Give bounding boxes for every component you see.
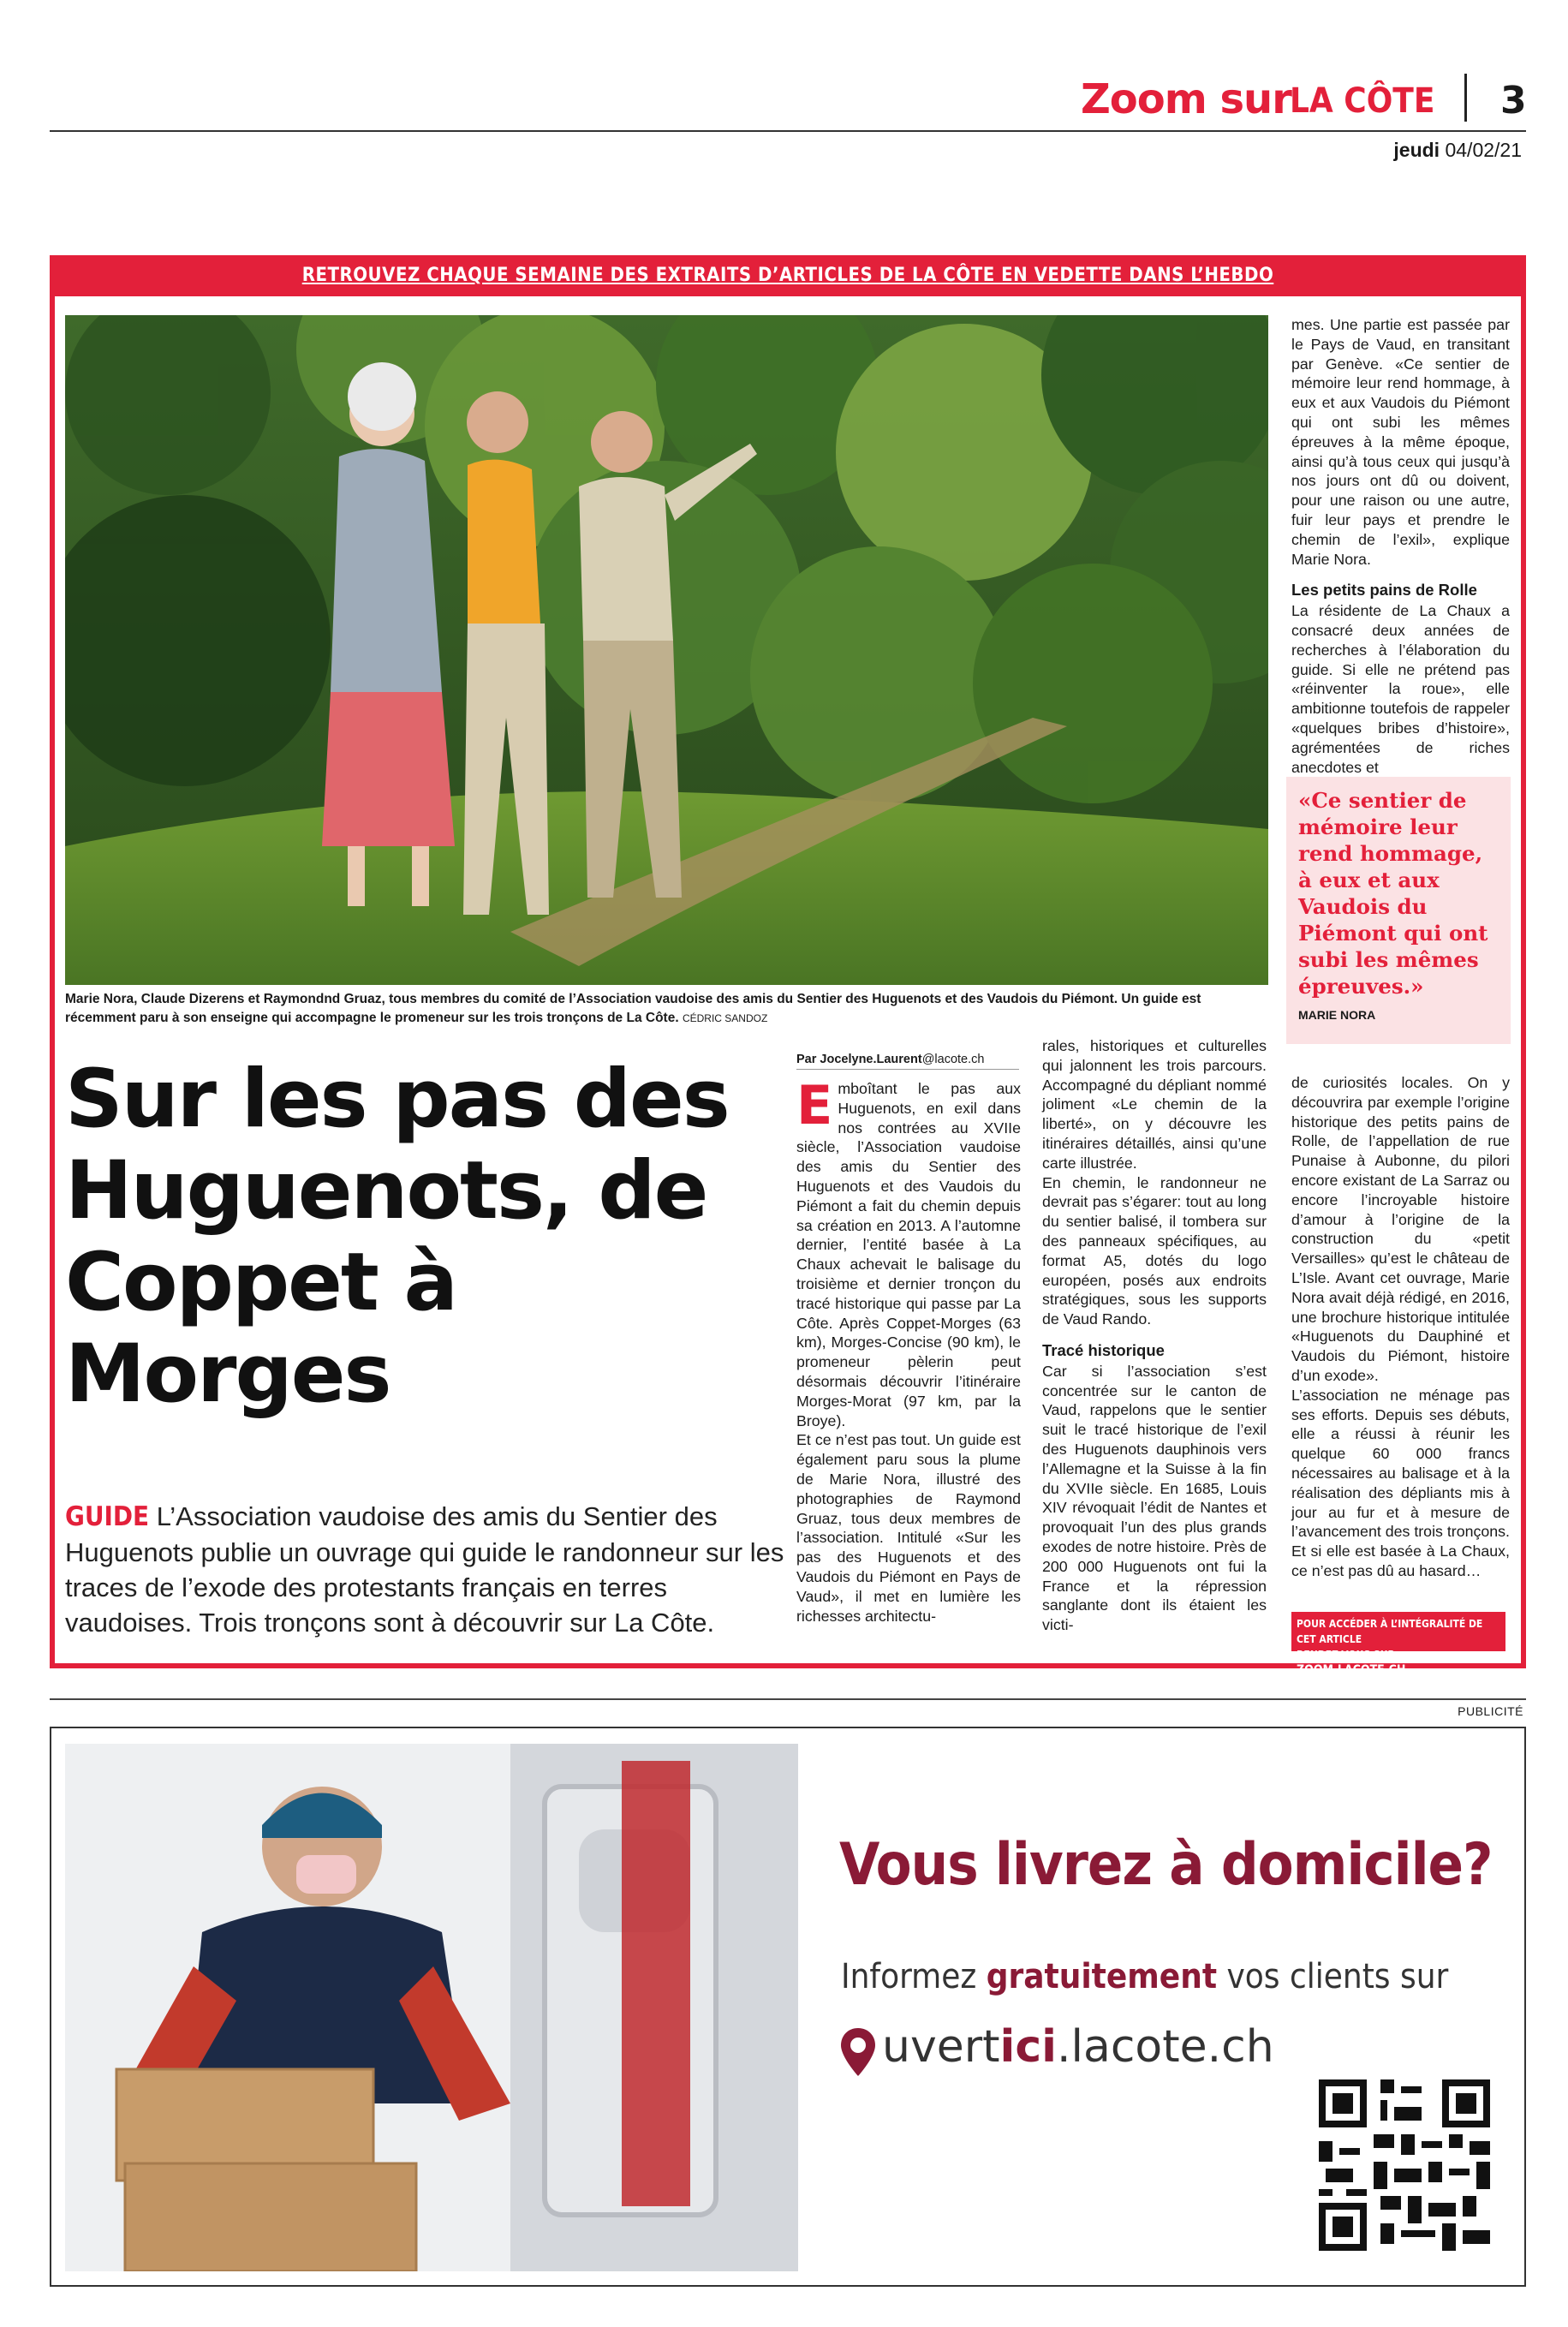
subheading-trace-historique: Tracé historique [1042,1340,1165,1359]
ad-url-part-1: uvert [882,2021,1000,2073]
advertising-label: PUBLICITÉ [1458,1704,1523,1718]
ad-separator-rule [50,1698,1526,1700]
article-headline: Sur les pas des Huguenots, de Coppet à Morges [65,1053,729,1421]
pull-quote-author: MARIE NORA [1298,1008,1376,1022]
column-2-paragraph-3: Car si l’association s’est concentrée sur le canton de Vaud, rappelons que le sentier suit le tracé historique de l’exil des Huguenots dauphinois vers l’Allemagne et la Suisse à la fin du XVIIe siècle. En 1685, Louis XIV révoquait l’édit de Nantes et provoquait l’un des plus grands exodes de notre histoire. Près de 200 000 Huguenots ont fui la France et la répression sanglante dont ils étaient les victi- [1042,1362,1267,1634]
issue-day: jeudi [1393,139,1440,161]
photo-credit: CÉDRIC SANDOZ [682,1012,768,1024]
read-more-callout[interactable] [1291,1612,1505,1677]
ad-url-part-2: ici [999,2021,1057,2073]
ad-headline: Vous livrez à domicile? [839,1831,1493,1899]
article-column-4 [1291,315,1510,777]
hikers-photo-illustration [65,315,1268,985]
ad-sub-bold: gratuitement [986,1957,1218,1996]
ad-url-part-3: .lacote.ch [1056,2021,1274,2073]
page-number: 3 [1500,79,1527,122]
subheading-petits-pains: Les petits pains de Rolle [1291,581,1477,600]
header-rule [50,130,1526,132]
column-2-paragraph-1: rales, historiques et culturelles qui jalonnent les trois parcours. Accompagné du dépliant nommé joliment «Le chemin de la liberté», on y découvre les itinéraires détaillés, ainsi qu’une carte illustrée. [1042,1037,1267,1172]
article-lede [65,1499,793,1640]
column-3-paragraph-1: de curiosités locales. On y découvrira par exemple l’origine historique des petits pains de Rolle, de l’appellation de rue Punaise à Aubonne, du pilori encore existant de La Sarraz ou encore l’incroyable histoire d’amour à l’origine de la construction du «petit Versailles» qu’est le château de L’Isle. Avant cet ouvrage, Marie Nora avait déjà rédigé, en 2016, une brochure historique intitulée «Huguenots du Dauphiné et Vaudois du Piémont, histoire d’un exode». [1291,1074,1510,1384]
ad-subline [841,1957,1448,1996]
column-1-paragraph-2: Et ce n’est pas tout. Un guide est également paru sous la plume de Marie Nora, illustré des photographies de Raymond Gruaz, tous deux membres de l’association. Intitulé «Sur les pas des Huguenots et des Vaudois du Piémont en Pays de Vaud», il met en lumière les richesses architectu- [796,1431,1021,1625]
cta-line-2-prefix: RENDEZ-VOUS SUR [1297,1649,1395,1661]
byline-prefix: Par [796,1053,817,1066]
column-4-paragraph-2: La résidente de La Chaux a consacré deux années de recherches à l’élaboration du guide. Si elle ne prétend pas «réinventer la roue», elle ambitionne toutefois de rappeler «quelques bribes d’histoire», agrémentées de riches anecdotes et [1291,602,1510,776]
byline-author: Jocelyne.Laurent [820,1053,922,1066]
drop-cap: E [796,1074,833,1137]
photo-caption-text: Marie Nora, Claude Dizerens et Raymondnd Gruaz, tous membres du comité de l’Association vaudoise des amis du Sentier des Huguenots et des Vaudois du Piémont. Un guide est récemment paru à son enseigne qui accompagne le promeneur sur les trois tronçons de La Côte. [65,992,1201,1025]
section-title-zoom: Zoom sur [1081,75,1291,123]
header-separator [1464,74,1467,122]
pull-quote-text: «Ce sentier de mémoire leur rend hommage, à eux et aux Vaudois du Piémont qui ont subi les mêmes épreuves.» [1298,788,1488,999]
cta-link[interactable]: ZOOM.LACOTE.CH [1297,1663,1406,1677]
lede-text: L’Association vaudoise des amis du Sentier des Huguenots publie un ouvrage qui guide le randonneur sur les traces de l’exode des protestants français en terres vaudoises. Trois tronçons sont à découvrir sur La Côte. [65,1501,784,1638]
ad-photo [65,1744,798,2271]
column-2-paragraph-2: En chemin, le randonneur ne devrait pas s’égarer: tout au long du sentier balisé, il tombera sur des panneaux spécifiques, au format A5, dotés du logo européen, posés aux endroits stratégiques, sous les supports de Vaud Rando. [1042,1173,1267,1328]
article-column-3 [1291,1073,1510,1581]
section-title-la-cote: LA CÔTE [1290,81,1435,121]
byline [796,1053,1019,1070]
location-pin-icon [839,2026,877,2079]
ad-sub-prefix: Informez [841,1957,977,1996]
lede-tag: GUIDE [65,1501,150,1532]
column-1-paragraph-1: mboîtant le pas aux Huguenots, en exil dans nos contrées au XVIIe siècle, l’Association vaudoise des amis du Sentier des Huguenots et des Vaudois du Piémont a fait du chemin depuis sa création en 2013. A l’automne dernier, l’entité basée à La Chaux achevait le balisage du troisième et dernier tronçon du tracé historique qui passe par La Côte. Après Coppet-Morges (63 km), Morges-Concise (90 km), le promeneur pèlerin peut désormais découvrir l’itinéraire Morges-Morat (97 km, par la Broye). [796,1080,1021,1429]
qr-code-icon[interactable] [1319,2079,1490,2251]
column-4-paragraph-1: mes. Une partie est passée par le Pays de Vaud, en transitant par Genève. «Ce sentier de mémoire leur rend hommage, à eux et aux Vaudois du Piémont qui ont subi les mêmes épreuves à la même époque, ainsi qu’à tous ceux qui jusqu’à nos jours ont dû ou doivent, pour une raison ou une autre, fuir leur pays et prendre le chemin de l’exil», explique Marie Nora. [1291,316,1510,568]
photo-caption [65,990,1273,1028]
byline-domain: @lacote.ch [921,1053,985,1066]
pull-quote [1286,777,1511,1044]
delivery-photo-illustration [65,1744,798,2271]
ad-url-link[interactable] [882,2021,1274,2073]
article-column-2 [1042,1036,1267,1635]
article-photo [65,315,1268,985]
column-3-paragraph-2: L’association ne ménage pas ses efforts. Depuis ses débuts, elle a réussi à réunir les quelque 60 000 francs nécessaires au balisage et à la réalisation des dépliants mis à jour au fur et à mesure de l’avancement des trois tronçons. Et si elle est basée à La Chaux, ce n’est pas dû au hasard… [1291,1386,1510,1579]
issue-date-value: 04/02/21 [1445,139,1522,161]
promo-banner[interactable]: RETROUVEZ CHAQUE SEMAINE DES EXTRAITS D’ARTICLES DE LA CÔTE EN VEDETTE DANS L’HEBDO [50,255,1526,296]
issue-date [1393,139,1522,162]
article-column-1 [796,1074,1021,1626]
cta-line-1: POUR ACCÉDER À L’INTÉGRALITÉ DE CET ARTICLE [1297,1618,1483,1645]
ad-sub-suffix: vos clients sur [1226,1957,1449,1996]
